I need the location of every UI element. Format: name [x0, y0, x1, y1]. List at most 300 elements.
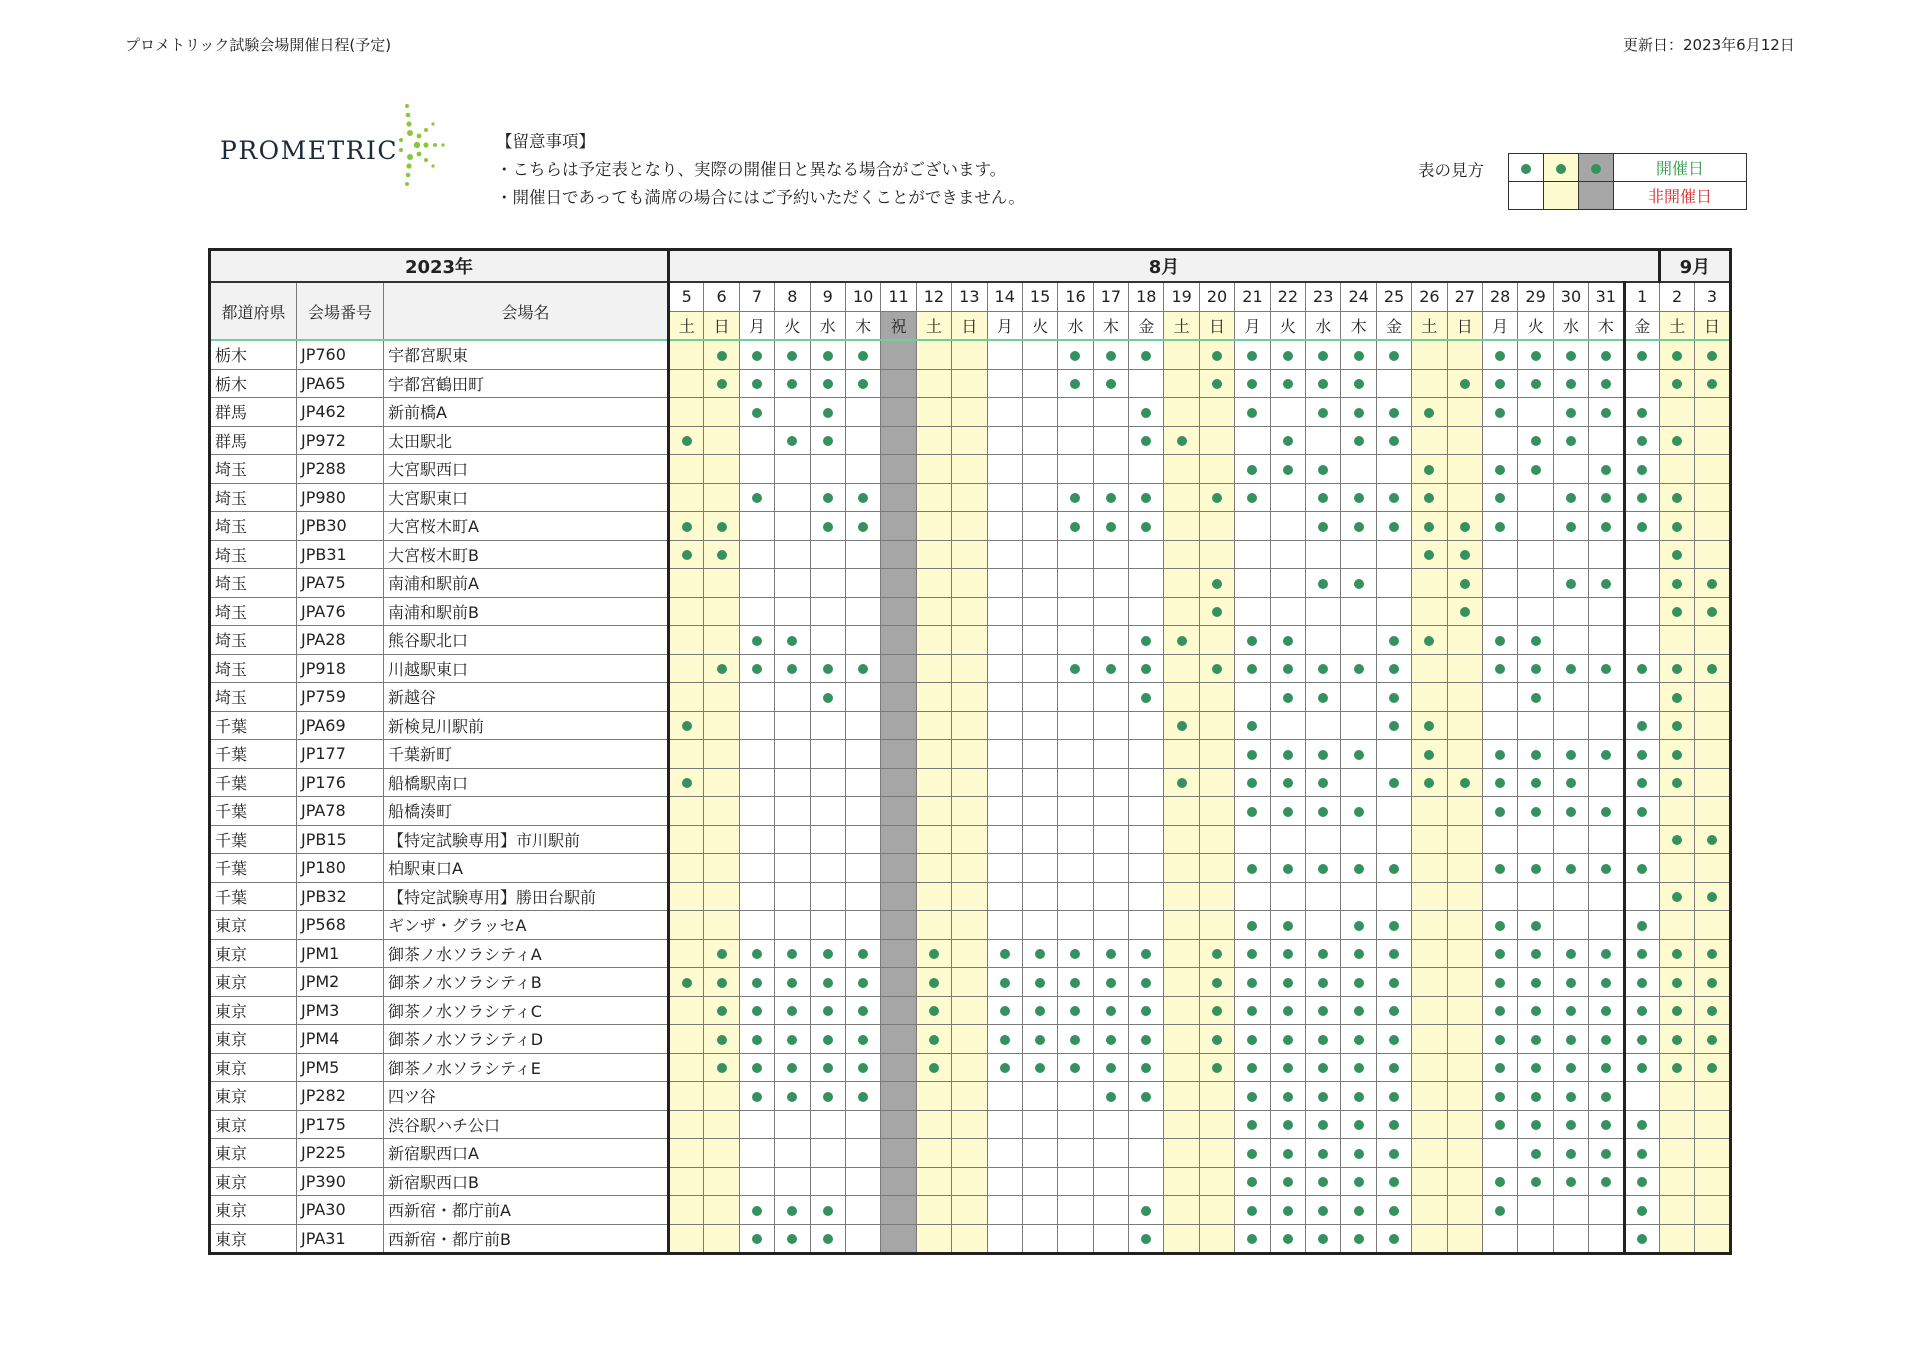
day-number: 30 — [1553, 282, 1588, 311]
prefecture-cell: 東京 — [210, 1224, 297, 1254]
schedule-cell — [669, 626, 704, 655]
open-day-dot-icon — [1247, 1063, 1257, 1073]
schedule-cell — [1518, 1110, 1553, 1139]
schedule-cell — [916, 654, 951, 683]
schedule-cell — [1164, 1167, 1199, 1196]
schedule-cell — [1306, 683, 1341, 712]
schedule-cell — [1093, 1025, 1128, 1054]
open-day-dot-icon — [717, 1063, 727, 1073]
schedule-cell — [1199, 1196, 1234, 1225]
schedule-cell — [1447, 911, 1482, 940]
open-day-dot-icon — [752, 351, 762, 361]
prefecture-cell: 東京 — [210, 1053, 297, 1082]
schedule-cell — [1093, 597, 1128, 626]
open-day-dot-icon — [1531, 351, 1541, 361]
schedule-cell — [1058, 882, 1093, 911]
schedule-cell — [1695, 854, 1730, 883]
open-day-dot-icon — [1566, 522, 1576, 532]
open-day-dot-icon — [1318, 1234, 1328, 1244]
schedule-cell — [810, 882, 845, 911]
schedule-cell — [881, 1167, 916, 1196]
weekday-label: 日 — [704, 311, 739, 340]
schedule-cell — [845, 340, 880, 369]
schedule-cell — [1482, 1167, 1517, 1196]
schedule-cell — [1376, 1224, 1411, 1254]
open-day-dot-icon — [1283, 978, 1293, 988]
open-day-dot-icon — [1177, 636, 1187, 646]
day-number: 19 — [1164, 282, 1199, 311]
open-day-dot-icon — [1672, 436, 1682, 446]
open-day-dot-icon — [1070, 493, 1080, 503]
schedule-cell — [775, 569, 810, 598]
schedule-cell — [1022, 854, 1057, 883]
open-day-dot-icon — [752, 408, 762, 418]
schedule-cell — [739, 768, 774, 797]
schedule-cell — [1164, 483, 1199, 512]
open-day-dot-icon — [1601, 1006, 1611, 1016]
schedule-cell — [1341, 1110, 1376, 1139]
open-day-dot-icon — [1354, 1177, 1364, 1187]
open-day-dot-icon — [823, 408, 833, 418]
schedule-cell — [1518, 369, 1553, 398]
schedule-cell — [1058, 1025, 1093, 1054]
schedule-cell — [1695, 1025, 1730, 1054]
schedule-cell — [704, 369, 739, 398]
schedule-cell — [1482, 626, 1517, 655]
venue-name-cell: 船橋駅南口 — [384, 768, 669, 797]
open-day-dot-icon — [752, 1035, 762, 1045]
schedule-cell — [739, 540, 774, 569]
schedule-cell — [1235, 369, 1270, 398]
schedule-cell — [1482, 797, 1517, 826]
schedule-cell — [1412, 797, 1447, 826]
schedule-cell — [845, 1082, 880, 1111]
venue-name-cell: 渋谷駅ハチ公口 — [384, 1110, 669, 1139]
open-day-dot-icon — [1531, 693, 1541, 703]
open-day-dot-icon — [1495, 379, 1505, 389]
schedule-cell — [1482, 1196, 1517, 1225]
open-day-dot-icon — [1141, 1006, 1151, 1016]
schedule-cell — [1376, 740, 1411, 769]
venue-name-cell: 新宿駅西口A — [384, 1139, 669, 1168]
month-header-sep: 9月 — [1659, 250, 1730, 283]
schedule-cell — [1270, 597, 1305, 626]
open-day-dot-icon — [1212, 664, 1222, 674]
venue-row — [210, 996, 1731, 1025]
prefecture-cell: 埼玉 — [210, 512, 297, 541]
schedule-cell — [1129, 569, 1164, 598]
open-day-dot-icon — [1247, 1035, 1257, 1045]
schedule-cell — [1022, 968, 1057, 997]
schedule-cell — [775, 768, 810, 797]
schedule-cell — [1093, 968, 1128, 997]
schedule-cell — [952, 1139, 987, 1168]
schedule-cell — [1022, 597, 1057, 626]
schedule-cell — [669, 825, 704, 854]
schedule-cell — [1022, 626, 1057, 655]
prefecture-cell: 東京 — [210, 1025, 297, 1054]
open-day-dot-icon — [823, 379, 833, 389]
venue-row — [210, 1196, 1731, 1225]
open-day-dot-icon — [1531, 664, 1541, 674]
weekday-label: 月 — [1235, 311, 1270, 340]
schedule-cell — [1093, 455, 1128, 484]
schedule-cell — [775, 1110, 810, 1139]
open-day-dot-icon — [682, 778, 692, 788]
schedule-cell — [1659, 1082, 1694, 1111]
weekday-label: 火 — [1518, 311, 1553, 340]
schedule-cell — [1518, 797, 1553, 826]
schedule-cell — [810, 626, 845, 655]
schedule-cell — [1482, 768, 1517, 797]
open-day-dot-icon — [823, 522, 833, 532]
schedule-cell — [1518, 911, 1553, 940]
prefecture-cell: 千葉 — [210, 825, 297, 854]
schedule-cell — [775, 1053, 810, 1082]
schedule-cell — [1482, 911, 1517, 940]
open-day-dot-icon — [1035, 978, 1045, 988]
schedule-cell — [987, 1110, 1022, 1139]
open-day-dot-icon — [1212, 493, 1222, 503]
schedule-cell — [1518, 654, 1553, 683]
open-day-dot-icon — [1318, 1006, 1328, 1016]
venue-name-cell: 新検見川駅前 — [384, 711, 669, 740]
schedule-cell — [1553, 540, 1588, 569]
schedule-cell — [1129, 1139, 1164, 1168]
schedule-cell — [1093, 1196, 1128, 1225]
schedule-cell — [1306, 1082, 1341, 1111]
schedule-cell — [1306, 1224, 1341, 1254]
schedule-cell — [1093, 711, 1128, 740]
schedule-cell — [1199, 426, 1234, 455]
day-number: 28 — [1482, 282, 1517, 311]
schedule-cell — [810, 825, 845, 854]
schedule-cell — [1412, 512, 1447, 541]
schedule-cell — [810, 1139, 845, 1168]
schedule-cell — [1022, 1139, 1057, 1168]
schedule-cell — [1129, 1025, 1164, 1054]
schedule-cell — [1129, 1167, 1164, 1196]
schedule-cell — [775, 512, 810, 541]
schedule-cell — [881, 1139, 916, 1168]
schedule-cell — [845, 996, 880, 1025]
schedule-cell — [1235, 797, 1270, 826]
schedule-cell — [775, 483, 810, 512]
day-number: 8 — [775, 282, 810, 311]
schedule-cell — [1447, 369, 1482, 398]
open-day-dot-icon — [1672, 579, 1682, 589]
day-number: 11 — [881, 282, 916, 311]
schedule-cell — [1695, 426, 1730, 455]
open-day-dot-icon — [1212, 351, 1222, 361]
schedule-cell — [1199, 1110, 1234, 1139]
schedule-cell — [669, 939, 704, 968]
schedule-cell — [1553, 1167, 1588, 1196]
schedule-cell — [775, 455, 810, 484]
open-day-dot-icon — [1106, 522, 1116, 532]
schedule-cell — [1022, 1224, 1057, 1254]
schedule-cell — [1199, 654, 1234, 683]
schedule-cell — [1058, 597, 1093, 626]
schedule-cell — [845, 797, 880, 826]
schedule-cell — [1022, 569, 1057, 598]
schedule-cell — [1022, 369, 1057, 398]
open-day-dot-icon — [1672, 351, 1682, 361]
schedule-cell — [1093, 1139, 1128, 1168]
schedule-cell — [1270, 683, 1305, 712]
notes-line-1: ・こちらは予定表となり、実際の開催日と異なる場合がございます。 — [496, 160, 1007, 179]
schedule-cell — [1270, 1196, 1305, 1225]
schedule-cell — [1659, 1167, 1694, 1196]
schedule-cell — [845, 626, 880, 655]
open-day-dot-icon — [1495, 465, 1505, 475]
venue-row — [210, 426, 1731, 455]
schedule-cell — [1164, 968, 1199, 997]
schedule-cell — [704, 654, 739, 683]
schedule-cell — [1022, 1196, 1057, 1225]
schedule-cell — [1129, 854, 1164, 883]
schedule-cell — [1235, 512, 1270, 541]
open-day-dot-icon — [1070, 1035, 1080, 1045]
open-day-dot-icon — [1389, 921, 1399, 931]
schedule-cell — [1235, 455, 1270, 484]
open-day-dot-icon — [1566, 436, 1576, 446]
open-day-dot-icon — [1247, 949, 1257, 959]
weekday-label: 月 — [1482, 311, 1517, 340]
schedule-cell — [1164, 654, 1199, 683]
open-day-dot-icon — [1389, 778, 1399, 788]
schedule-cell — [1553, 426, 1588, 455]
schedule-cell — [1022, 398, 1057, 427]
schedule-cell — [1659, 1025, 1694, 1054]
schedule-cell — [775, 911, 810, 940]
open-day-dot-icon — [1141, 1092, 1151, 1102]
schedule-cell — [1695, 569, 1730, 598]
schedule-cell — [1624, 540, 1659, 569]
schedule-cell — [1695, 968, 1730, 997]
open-day-dot-icon — [1283, 1234, 1293, 1244]
schedule-cell — [1022, 740, 1057, 769]
schedule-cell — [916, 483, 951, 512]
open-day-dot-icon — [1283, 1063, 1293, 1073]
open-day-dot-icon — [1531, 1006, 1541, 1016]
schedule-cell — [1129, 483, 1164, 512]
schedule-cell — [739, 1167, 774, 1196]
open-day-dot-icon — [1389, 1206, 1399, 1216]
schedule-cell — [1199, 797, 1234, 826]
schedule-cell — [1624, 369, 1659, 398]
schedule-cell — [1022, 797, 1057, 826]
schedule-cell — [1306, 825, 1341, 854]
schedule-cell — [1093, 740, 1128, 769]
open-day-dot-icon — [1637, 664, 1647, 674]
schedule-cell — [1235, 1025, 1270, 1054]
schedule-cell — [987, 939, 1022, 968]
open-day-dot-icon — [1566, 379, 1576, 389]
schedule-cell — [1376, 996, 1411, 1025]
schedule-cell — [1093, 340, 1128, 369]
schedule-cell — [1199, 1053, 1234, 1082]
schedule-cell — [1659, 911, 1694, 940]
schedule-cell — [845, 1053, 880, 1082]
schedule-table — [208, 248, 1732, 1255]
schedule-cell — [1624, 569, 1659, 598]
schedule-cell — [1306, 854, 1341, 883]
schedule-cell — [1093, 1110, 1128, 1139]
schedule-cell — [952, 1196, 987, 1225]
schedule-cell — [1235, 825, 1270, 854]
schedule-cell — [810, 569, 845, 598]
schedule-cell — [669, 1139, 704, 1168]
schedule-cell — [1659, 483, 1694, 512]
schedule-cell — [810, 968, 845, 997]
schedule-cell — [669, 369, 704, 398]
schedule-cell — [1164, 512, 1199, 541]
open-day-dot-icon — [858, 1063, 868, 1073]
schedule-cell — [881, 455, 916, 484]
schedule-cell — [916, 1224, 951, 1254]
open-day-dot-icon — [1354, 1234, 1364, 1244]
open-day-dot-icon — [1247, 1234, 1257, 1244]
schedule-cell — [1589, 996, 1624, 1025]
schedule-cell — [739, 1196, 774, 1225]
schedule-cell — [1093, 854, 1128, 883]
schedule-cell — [704, 569, 739, 598]
col-header-venue-name: 会場名 — [384, 282, 669, 340]
open-day-dot-icon — [1672, 607, 1682, 617]
schedule-cell — [1695, 597, 1730, 626]
open-day-dot-icon — [1601, 1063, 1611, 1073]
schedule-cell — [1695, 797, 1730, 826]
open-day-dot-icon — [1389, 864, 1399, 874]
schedule-cell — [1129, 825, 1164, 854]
schedule-cell — [704, 455, 739, 484]
schedule-cell — [1518, 1082, 1553, 1111]
schedule-cell — [1553, 398, 1588, 427]
open-day-dot-icon — [1495, 750, 1505, 760]
open-day-dot-icon — [1106, 351, 1116, 361]
venue-name-cell: 宇都宮鶴田町 — [384, 369, 669, 398]
schedule-cell — [739, 1053, 774, 1082]
schedule-cell — [1412, 1053, 1447, 1082]
open-day-dot-icon — [1531, 1120, 1541, 1130]
schedule-cell — [1589, 882, 1624, 911]
open-day-dot-icon — [1283, 1120, 1293, 1130]
schedule-cell — [1482, 996, 1517, 1025]
schedule-cell — [987, 854, 1022, 883]
schedule-cell — [916, 768, 951, 797]
schedule-cell — [881, 825, 916, 854]
schedule-cell — [1518, 711, 1553, 740]
schedule-cell — [845, 597, 880, 626]
open-day-dot-icon — [1424, 465, 1434, 475]
open-day-dot-icon — [1637, 493, 1647, 503]
dot-icon — [1591, 164, 1601, 174]
day-number: 26 — [1412, 282, 1447, 311]
schedule-cell — [1659, 825, 1694, 854]
open-day-dot-icon — [1601, 493, 1611, 503]
schedule-cell — [1270, 512, 1305, 541]
venue-code-cell: JPA75 — [297, 569, 384, 598]
schedule-cell — [1624, 1110, 1659, 1139]
schedule-cell — [881, 654, 916, 683]
schedule-cell — [952, 882, 987, 911]
schedule-cell — [1199, 968, 1234, 997]
schedule-cell — [1589, 768, 1624, 797]
schedule-cell — [1518, 1224, 1553, 1254]
schedule-cell — [1199, 882, 1234, 911]
open-day-dot-icon — [1141, 1035, 1151, 1045]
schedule-cell — [739, 426, 774, 455]
schedule-cell — [810, 597, 845, 626]
schedule-cell — [1306, 626, 1341, 655]
day-number-row — [210, 282, 1731, 311]
prefecture-cell: 埼玉 — [210, 483, 297, 512]
open-day-dot-icon — [1106, 1092, 1116, 1102]
schedule-cell — [1412, 654, 1447, 683]
schedule-cell — [810, 1224, 845, 1254]
open-day-dot-icon — [682, 978, 692, 988]
open-day-dot-icon — [929, 1006, 939, 1016]
schedule-cell — [810, 398, 845, 427]
venue-name-cell: 大宮桜木町A — [384, 512, 669, 541]
schedule-cell — [1659, 1139, 1694, 1168]
schedule-cell — [1341, 340, 1376, 369]
col-header-venue-code: 会場番号 — [297, 282, 384, 340]
schedule-cell — [1553, 968, 1588, 997]
weekday-label: 金 — [1624, 311, 1659, 340]
schedule-cell — [1376, 455, 1411, 484]
schedule-cell — [881, 1025, 916, 1054]
schedule-cell — [1589, 340, 1624, 369]
schedule-cell — [881, 1110, 916, 1139]
open-day-dot-icon — [858, 351, 868, 361]
schedule-cell — [669, 426, 704, 455]
schedule-cell — [916, 740, 951, 769]
schedule-cell — [1376, 1167, 1411, 1196]
schedule-cell — [1589, 825, 1624, 854]
schedule-cell — [1589, 626, 1624, 655]
open-day-dot-icon — [1106, 664, 1116, 674]
schedule-cell — [845, 1025, 880, 1054]
schedule-cell — [1058, 455, 1093, 484]
weekday-label: 水 — [1058, 311, 1093, 340]
open-day-dot-icon — [858, 1092, 868, 1102]
schedule-cell — [1058, 426, 1093, 455]
schedule-cell — [1553, 512, 1588, 541]
venue-code-cell: JPA31 — [297, 1224, 384, 1254]
schedule-cell — [1482, 540, 1517, 569]
schedule-cell — [1341, 597, 1376, 626]
schedule-cell — [1341, 854, 1376, 883]
venue-name-cell: 御茶ノ水ソラシティC — [384, 996, 669, 1025]
open-day-dot-icon — [1637, 1149, 1647, 1159]
schedule-cell — [1695, 1139, 1730, 1168]
schedule-cell — [704, 1139, 739, 1168]
open-day-dot-icon — [1070, 379, 1080, 389]
open-day-dot-icon — [1460, 607, 1470, 617]
open-day-dot-icon — [1707, 978, 1717, 988]
open-day-dot-icon — [1424, 778, 1434, 788]
open-day-dot-icon — [1283, 778, 1293, 788]
venue-name-cell: 南浦和駅前B — [384, 597, 669, 626]
open-day-dot-icon — [1283, 693, 1293, 703]
schedule-cell — [1624, 426, 1659, 455]
schedule-cell — [1624, 512, 1659, 541]
open-day-dot-icon — [1354, 921, 1364, 931]
open-day-dot-icon — [1566, 408, 1576, 418]
schedule-cell — [881, 1224, 916, 1254]
